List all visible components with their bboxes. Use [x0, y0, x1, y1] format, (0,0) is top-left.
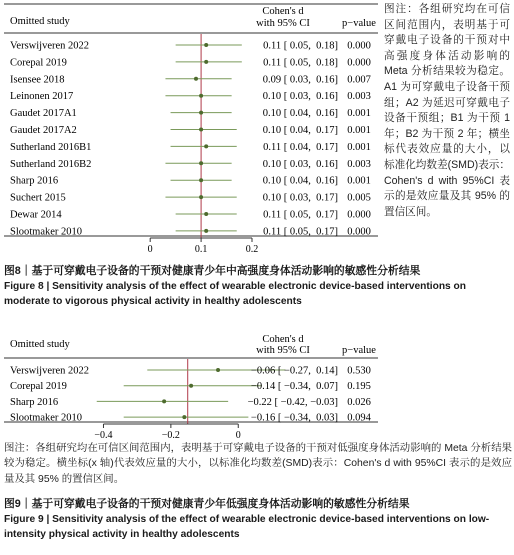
fig8-header-effect-2: with 95% CI [256, 18, 310, 29]
effect-point [204, 229, 208, 233]
fig8-header-study: Omitted study [10, 16, 70, 27]
x-tick-label: −0.2 [161, 430, 180, 441]
effect-ci-label: −0.06 [ −0.27, 0.14] [250, 365, 338, 377]
study-label: Sharp 2016 [10, 396, 59, 408]
effect-point [199, 161, 203, 165]
study-label: Slootmaker 2010 [10, 412, 83, 424]
effect-ci-label: 0.10 [ 0.04, 0.16] [262, 175, 338, 187]
effect-point [199, 111, 203, 115]
p-value-label: 0.007 [347, 74, 371, 86]
study-label: Sutherland 2016B2 [10, 158, 92, 170]
fig9-header-effect-1: Cohen's d [262, 334, 304, 345]
effect-ci-label: 0.11 [ 0.05, 0.18] [263, 57, 338, 69]
x-tick-label: 0.1 [194, 244, 208, 255]
effect-point [189, 384, 193, 388]
effect-ci-label: 0.11 [ 0.04, 0.17] [263, 141, 338, 153]
effect-point [204, 60, 208, 64]
p-value-label: 0.026 [347, 396, 371, 408]
effect-point [199, 178, 203, 182]
p-value-label: 0.000 [347, 57, 371, 69]
study-label: Dewar 2014 [10, 209, 62, 221]
fig9-header-effect-2: with 95% CI [256, 345, 310, 356]
figure8-note: 图注：各组研究均在可信区间范围内，表明基于可穿戴电子设备的干预对中高强度身体活动影响的 Meta 分析结果较为稳定。A1 为可穿戴电子设备干预组；A2 为延迟可穿戴电子设备干预组；B1 为干预 1 年；B2 为干预 2 年；横坐标代表效应量的大小，以标准化均数差(SMD)表示：Cohen's d with 95%CI 表示的是效应量及其 95% 的置信区间。 [384, 3, 510, 218]
effect-point [182, 415, 186, 419]
fig9-header-p: p−value [342, 345, 376, 356]
figure9-note: 图注：各组研究均在可信区间范围内，表明基于可穿戴电子设备的干预对低强度身体活动影响的 Meta 分析结果较为稳定。横坐标(x 轴)代表效应量的大小，以标准化均数差(SMD)表示：Cohen's d with 95%CI 表示的是效应量及其 95% 的置信区间。 [4, 443, 512, 485]
study-label: Sutherland 2016B1 [10, 141, 92, 153]
effect-ci-label: 0.09 [ 0.03, 0.16] [262, 74, 338, 86]
x-tick-label: −0.4 [94, 430, 113, 441]
effect-ci-label: 0.10 [ 0.03, 0.16] [262, 91, 338, 103]
effect-point [194, 77, 198, 81]
study-label: Corepal 2019 [10, 57, 67, 69]
p-value-label: 0.001 [347, 125, 371, 136]
effect-ci-label: −0.14 [ −0.34, 0.07] [250, 381, 338, 393]
effect-ci-label: 0.11 [ 0.05, 0.17] [263, 226, 338, 238]
effect-ci-label: 0.10 [ 0.03, 0.17] [262, 192, 338, 204]
effect-ci-label: −0.16 [ −0.34, 0.03] [250, 412, 338, 424]
p-value-label: 0.530 [347, 365, 371, 377]
figure8-caption-en: Figure 8 | Sensitivity analysis of the effect of wearable electronic device-based interventions on moderate to vigorous physical activity in healthy adolescents [4, 281, 466, 307]
effect-ci-label: −0.22 [ −0.42, −0.03] [247, 396, 338, 408]
effect-point [199, 128, 203, 132]
study-label: Slootmaker 2010 [10, 226, 83, 238]
figure8-caption-cn: 图8｜基于可穿戴电子设备的干预对健康青少年中高强度身体活动影响的敏感性分析结果 [4, 265, 421, 277]
study-label: Verswijveren 2022 [10, 365, 90, 377]
figure9-caption-en: Figure 9 | Sensitivity analysis of the effect of wearable electronic device-based interventions on low-intensity physical activity in healthy adolescents [4, 514, 490, 540]
study-label: Suchert 2015 [10, 192, 66, 204]
effect-point [204, 43, 208, 47]
p-value-label: 0.003 [347, 91, 371, 103]
p-value-label: 0.001 [347, 141, 371, 153]
fig8-header-effect-1: Cohen's d [262, 6, 304, 17]
effect-point [204, 212, 208, 216]
figure9-caption-cn: 图9｜基于可穿戴电子设备的干预对健康青少年低强度身体活动影响的敏感性分析结果 [4, 498, 410, 510]
study-label: Gaudet 2017A1 [10, 108, 77, 120]
effect-point [162, 399, 166, 403]
effect-point [199, 94, 203, 98]
x-tick-label: 0 [147, 244, 153, 255]
p-value-label: 0.195 [347, 381, 371, 393]
effect-ci-label: 0.10 [ 0.03, 0.16] [262, 158, 338, 170]
study-label: Corepal 2019 [10, 381, 67, 393]
effect-point [216, 368, 220, 372]
p-value-label: 0.000 [347, 40, 371, 52]
fig9-header-study: Omitted study [10, 339, 70, 350]
effect-point [199, 195, 203, 199]
p-value-label: 0.001 [347, 108, 371, 120]
effect-ci-label: 0.10 [ 0.04, 0.17] [262, 125, 338, 136]
study-label: Verswijveren 2022 [10, 40, 90, 52]
x-tick-label: 0 [235, 430, 241, 441]
p-value-label: 0.094 [347, 412, 371, 424]
study-label: Leinonen 2017 [10, 91, 74, 103]
p-value-label: 0.000 [347, 209, 371, 221]
x-tick-label: 0.2 [245, 244, 259, 255]
effect-ci-label: 0.11 [ 0.05, 0.18] [263, 40, 338, 52]
study-label: Isensee 2018 [10, 74, 65, 86]
effect-ci-label: 0.10 [ 0.04, 0.16] [262, 108, 338, 120]
p-value-label: 0.001 [347, 175, 371, 187]
p-value-label: 0.000 [347, 226, 371, 238]
effect-point [204, 144, 208, 148]
p-value-label: 0.005 [347, 192, 371, 204]
study-label: Sharp 2016 [10, 175, 59, 187]
figure8-forest-plot [0, 0, 378, 262]
p-value-label: 0.003 [347, 158, 371, 170]
effect-ci-label: 0.11 [ 0.05, 0.17] [263, 209, 338, 221]
fig8-header-p: p−value [342, 18, 376, 29]
study-label: Gaudet 2017A2 [10, 125, 77, 136]
figure9-forest-plot [0, 333, 378, 443]
